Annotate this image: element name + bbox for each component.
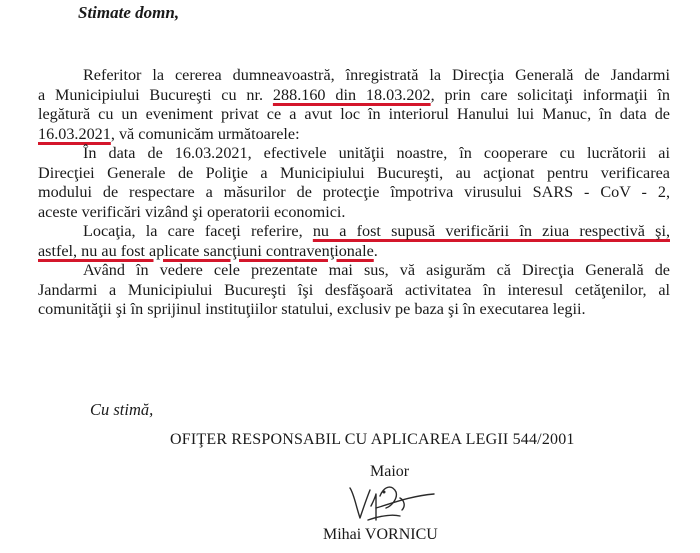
handwritten-signature <box>340 476 450 526</box>
p2-l4-text: aceste verificări vizând şi operatorii economici. <box>38 202 346 221</box>
officer-title: OFIŢER RESPONSABIL CU APLICAREA LEGII 544/2001 <box>170 431 575 448</box>
p1-l3-text: legătură cu un eveniment privat ce a avut loc în interiorul Hanului lui Manuc, în data de <box>38 105 670 123</box>
no-inspection-highlight: nu a fost supusă verificării în ziua respectivă şi, <box>312 222 670 240</box>
paragraph-1-line-1 <box>38 66 670 86</box>
closing-formula: Cu stimă, <box>90 400 154 419</box>
paragraph-1-line-3 <box>38 105 670 125</box>
paragraph-2-line-4 <box>38 203 670 223</box>
paragraph-3-line-1 <box>38 222 670 242</box>
signatory-name: Mihai VORNICU <box>323 526 438 543</box>
paragraph-4-line-2 <box>38 281 670 301</box>
officer-rank: Maior <box>370 463 410 480</box>
no-sanctions-highlight: astfel, nu au fost aplicate sancţiuni contravenţionale <box>38 241 374 260</box>
paragraph-2-line-1 <box>38 144 670 164</box>
salutation: Stimate domn, <box>78 3 180 22</box>
p4-l2-text: Jandarmi a Municipiului Bucureşti îşi desfăşoară activitatea în interesul cetăţenilor, al <box>38 280 670 299</box>
paragraph-3-line-2 <box>38 242 670 262</box>
p2-l2-text: Direcţiei Generale de Poliţie a Municipiului Bucureşti, au acţionat pentru verificarea <box>38 163 670 182</box>
paragraph-2-line-3 <box>38 183 670 203</box>
paragraph-2-line-2 <box>38 164 670 184</box>
letter-body <box>38 66 670 320</box>
p2-l3-text: modului de respectare a măsurilor de protecţie împotriva virusului SARS - CoV - 2, <box>38 183 670 201</box>
p2-l1-text: În data de 16.03.2021, efectivele unităţii noastre, în cooperare cu lucrătorii ai <box>83 144 670 162</box>
p1-l4-text-b: , vă comunicăm următoarele: <box>110 124 300 143</box>
paragraph-4-line-3 <box>38 300 670 320</box>
paragraph-1-line-4 <box>38 125 670 145</box>
paragraph-4-line-1 <box>38 261 670 281</box>
p3-l2-text-b: . <box>373 241 378 260</box>
p4-l3-text: comunităţii şi în sprijinul instituţiilor statului, exclusiv pe baza şi în executarea legii. <box>38 300 586 318</box>
event-date-highlight: 16.03.2021 <box>38 124 111 143</box>
p1-l2-text-b: , prin care solicitaţi informaţii în <box>430 85 670 104</box>
paragraph-1-line-2 <box>38 86 670 106</box>
registration-number-highlight: 288.160 din 18.03.202 <box>272 85 431 104</box>
p1-l1-text: Referitor la cererea dumneavoastră, înregistrată la Direcţia Generală de Jandarmi <box>83 66 670 84</box>
p1-l2-text-a: a Municipiului Bucureşti cu nr. <box>38 85 273 104</box>
p3-l1-text-a: Locaţia, la care faceţi referire, <box>83 222 313 240</box>
p4-l1-text: Având în vedere cele prezentate mai sus, vă asigurăm că Direcţia Generală de <box>83 261 670 279</box>
